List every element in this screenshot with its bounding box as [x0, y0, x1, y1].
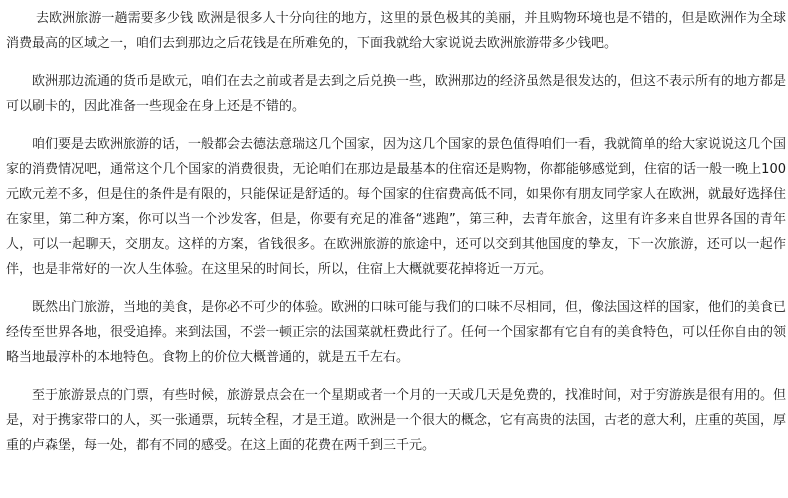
paragraph-accommodation: 咱们要是去欧洲旅游的话，一般都会去德法意瑞这几个国家，因为这几个国家的景色值得咱们一看，我就简单的给大家说说这几个国家的消费情况吧，通常这个几个国家的消费很贵，无论咱们在那边是最基本的住宿还是购物，你都能够感觉到，住宿的话一般一晚上100元欧元差不多，但是住的条件是有限的，只能保证是舒适的。每个国家的住宿费高低不同，如果你有朋友同学家人在欧洲，就最好选择住在家里，第二种方案，你可以当一个沙发客，但是，你要有充足的准备“逃跑”，第三种，去青年旅舍，这里有许多来自世界各国的青年人，可以一起聊天，交朋友。这样的方案，省钱很多。在欧洲旅游的旅途中，还可以交到其他国度的挚友，下一次旅游，还可以一起作伴，也是非常好的一次人生体验。在这里呆的时间长，所以，住宿上大概就要花掉将近一万元。 [6, 137, 787, 277]
paragraph-tickets: 至于旅游景点的门票，有些时候，旅游景点会在一个星期或者一个月的一天或几天是免费的，找准时间，对于穷游族是很有用的。但是，对于携家带口的人，买一张通票，玩转全程，才是王道。欧洲是一个很大的概念，它有高贵的法国，古老的意大利，庄重的英国，厚重的卢森堡，每一处，都有不同的感受。在这上面的花费在两千到三千元。 [6, 388, 787, 453]
paragraph-food: 既然出门旅游，当地的美食，是你必不可少的体验。欧洲的口味可能与我们的口味不尽相同，但，像法国这样的国家，他们的美食已经传至世界各地，很受追捧。来到法国，不尝一顿正宗的法国菜就枉费此行了。任何一个国家都有它自有的美食特色，可以任你自由的领略当地最淳朴的本地特色。食物上的价位大概普通的，就是五千左右。 [6, 300, 787, 365]
paragraph-intro: 去欧洲旅游一趟需要多少钱 欧洲是很多人十分向往的地方，这里的景色极其的美丽，并且购物环境也是不错的，但是欧洲作为全球消费最高的区域之一，咱们去到那边之后花钱是在所难免的，下面我就给大家说说去欧洲旅游带多少钱吧。 [6, 11, 786, 51]
paragraph-currency: 欧洲那边流通的货币是欧元，咱们在去之前或者是去到之后兑换一些，欧洲那边的经济虽然是很发达的，但这不表示所有的地方都是可以刷卡的，因此准备一些现金在身上还是不错的。 [6, 74, 787, 114]
